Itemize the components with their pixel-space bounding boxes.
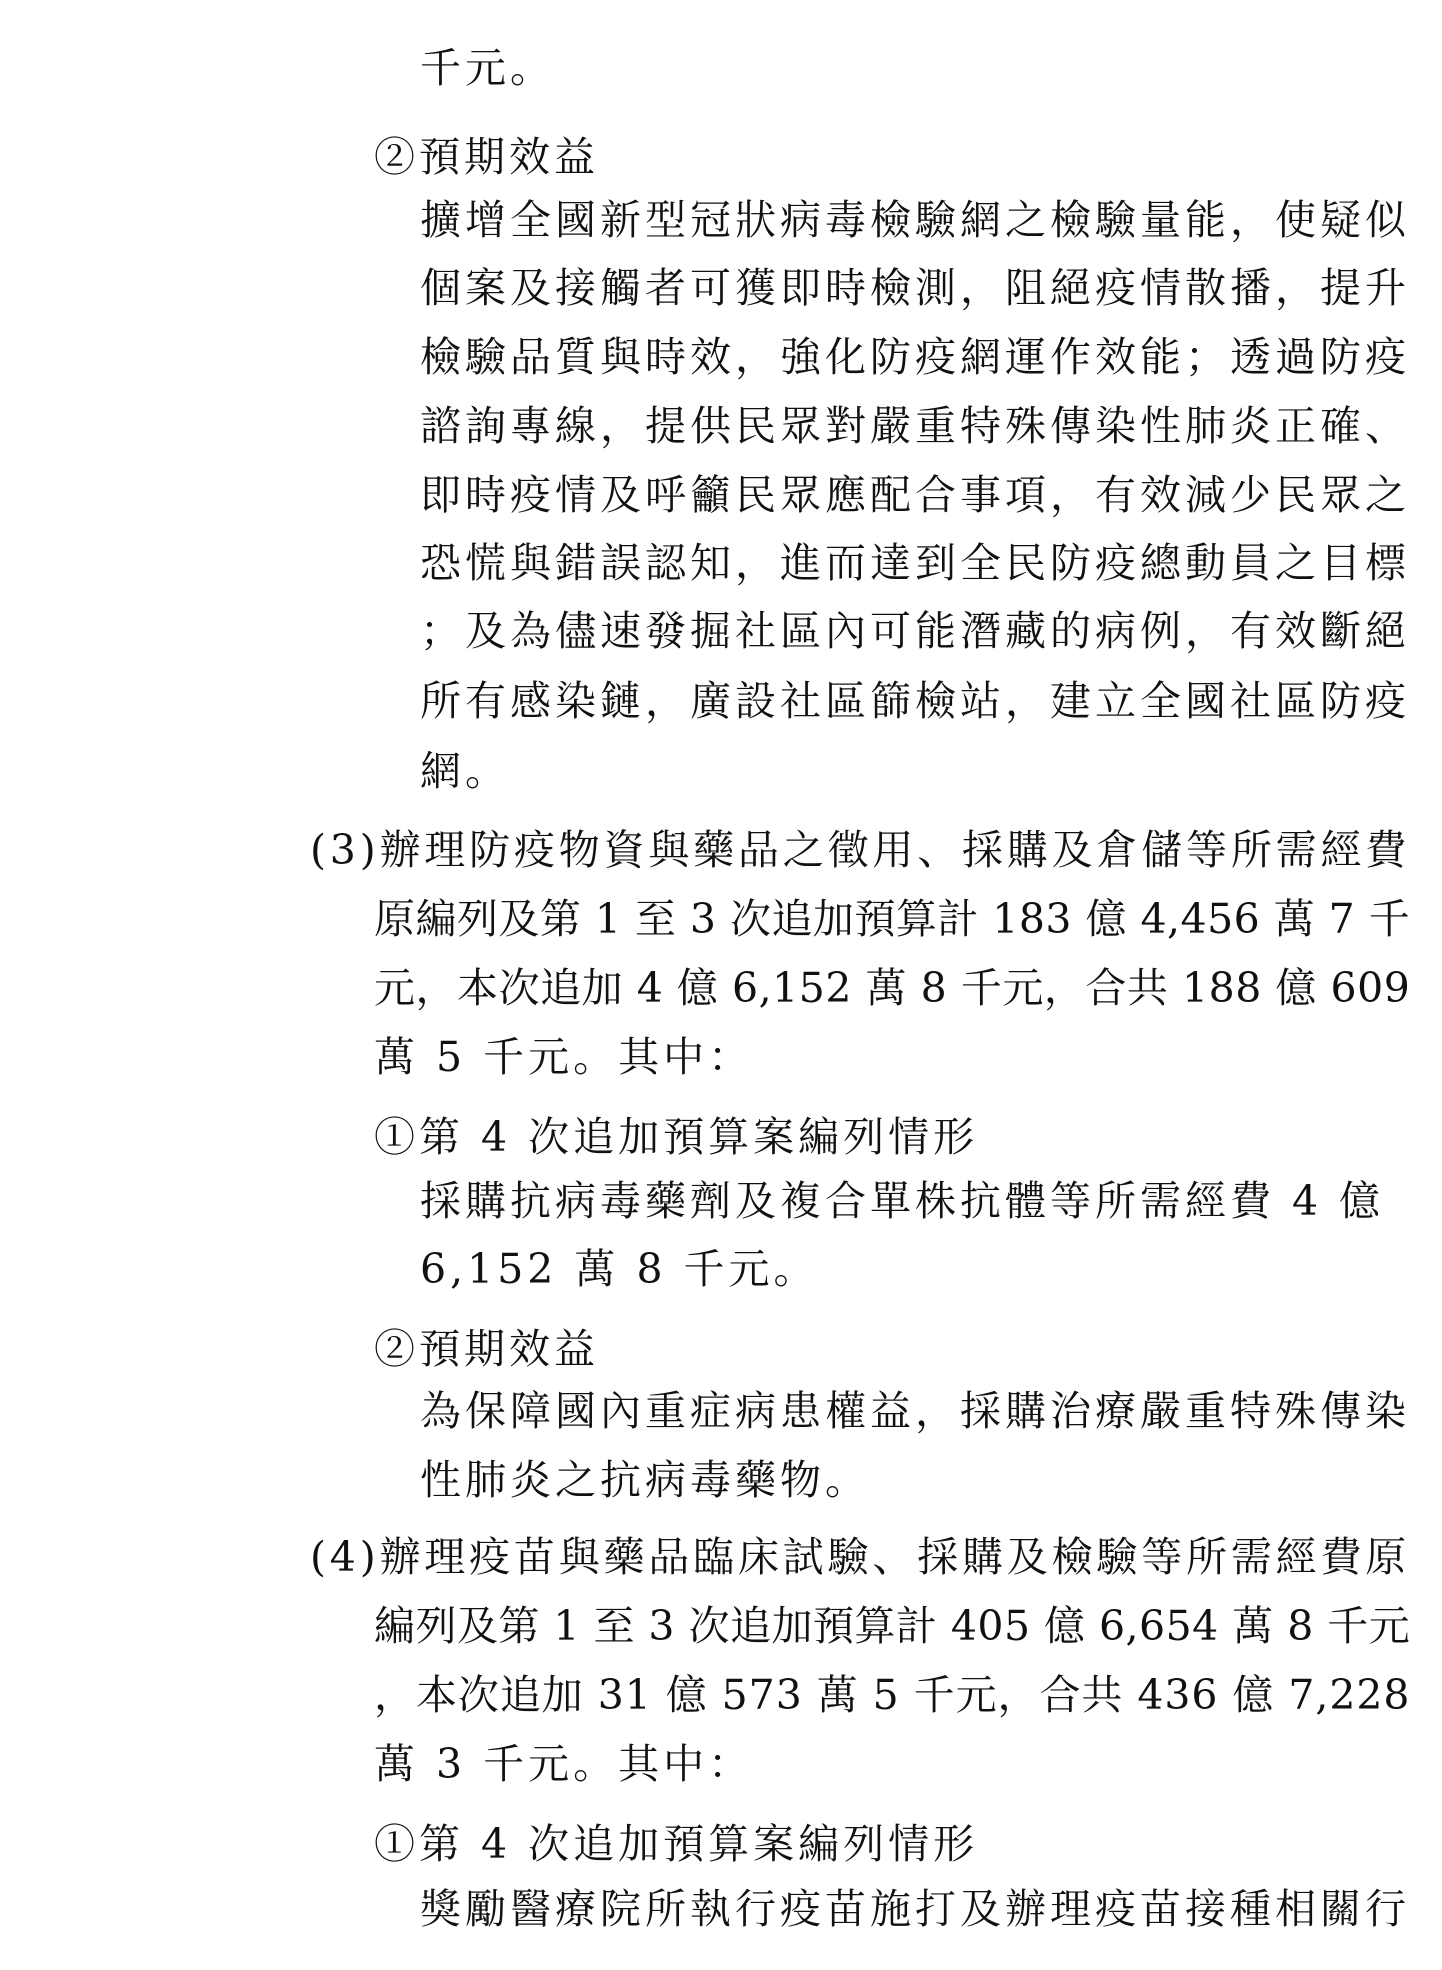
text-line: 千元。: [420, 44, 555, 92]
text-line: 6,152 萬 8 千元。: [420, 1245, 819, 1293]
text-line: 即時疫情及呼籲民眾應配合事項，有效減少民眾之: [420, 471, 1410, 519]
text-line: 採購抗病毒藥劑及複合單株抗體等所需經費 4 億: [420, 1177, 1385, 1225]
text-line: 網。: [420, 747, 510, 795]
item-3-heading: (3)辦理防疫物資與藥品之徵用、採購及倉儲等所需經費: [310, 826, 1411, 874]
text-line: 恐慌與錯誤認知，進而達到全民防疫總動員之目標: [420, 539, 1410, 587]
subheading-expected-benefit: ②預期效益: [374, 1325, 599, 1373]
text-line: ；及為儘速發掘社區內可能潛藏的病例，有效斷絕: [420, 607, 1410, 655]
text-line: 諮詢專線，提供民眾對嚴重特殊傳染性肺炎正確、: [420, 402, 1410, 450]
text-line: 元，本次追加 4 億 6,152 萬 8 千元，合共 188 億 609: [374, 964, 1411, 1012]
text-line: 所有感染鏈，廣設社區篩檢站，建立全國社區防疫: [420, 677, 1410, 725]
text-line: 檢驗品質與時效，強化防疫網運作效能；透過防疫: [420, 333, 1410, 381]
subheading-budget-status: ①第 4 次追加預算案編列情形: [374, 1113, 979, 1161]
text-line: 為保障國內重症病患權益，採購治療嚴重特殊傳染: [420, 1387, 1410, 1435]
text-line: 擴增全國新型冠狀病毒檢驗網之檢驗量能，使疑似: [420, 196, 1410, 244]
text-line: 性肺炎之抗病毒藥物。: [420, 1456, 870, 1504]
item-4-heading: (4)辦理疫苗與藥品臨床試驗、採購及檢驗等所需經費原: [310, 1533, 1411, 1581]
text-line: 編列及第 1 至 3 次追加預算計 405 億 6,654 萬 8 千元: [374, 1602, 1411, 1650]
subheading-expected-benefit: ②預期效益: [374, 133, 599, 181]
subheading-budget-status: ①第 4 次追加預算案編列情形: [374, 1820, 979, 1868]
text-line: ，本次追加 31 億 573 萬 5 千元，合共 436 億 7,228: [374, 1671, 1411, 1719]
text-line: 萬 5 千元。其中：: [374, 1033, 754, 1081]
text-line: 原編列及第 1 至 3 次追加預算計 183 億 4,456 萬 7 千: [374, 895, 1411, 943]
text-line: 個案及接觸者可獲即時檢測，阻絕疫情散播，提升: [420, 264, 1410, 312]
text-line: 獎勵醫療院所執行疫苗施打及辦理疫苗接種相關行: [420, 1885, 1410, 1933]
text-line: 萬 3 千元。其中：: [374, 1740, 754, 1788]
